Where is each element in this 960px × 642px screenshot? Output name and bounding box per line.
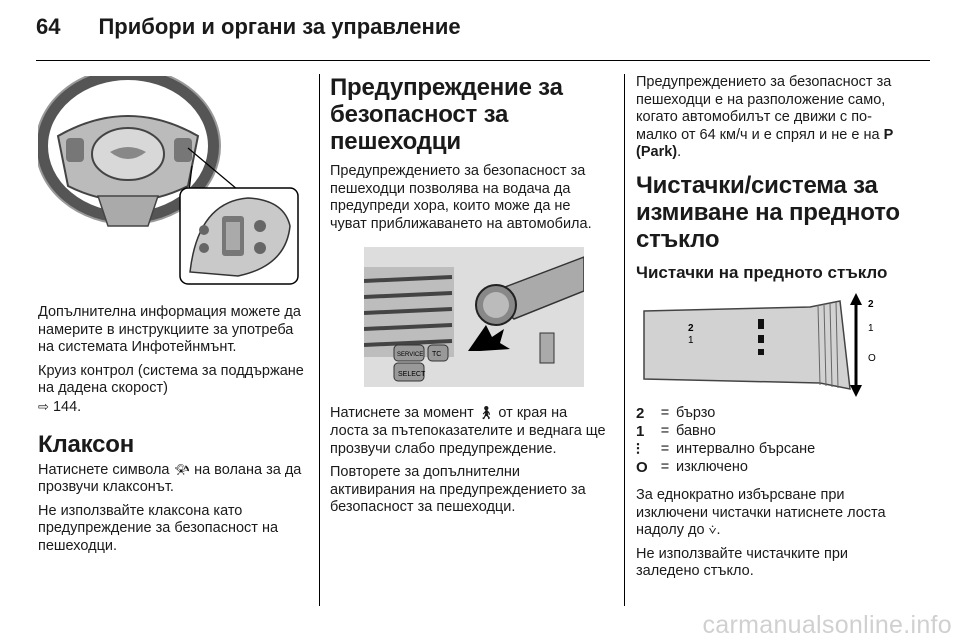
legend-text: интервално бърсане <box>676 441 816 458</box>
wiper-lever-illustration <box>640 293 890 397</box>
legend-symbol: 2 <box>636 405 645 423</box>
column-1 <box>38 74 308 562</box>
tc-label: TC <box>432 351 442 359</box>
column-3 <box>636 74 912 587</box>
wipers-heading: Чистачки/система за измиване на предното стъкло <box>636 171 900 253</box>
horn-heading: Клаксон <box>38 430 135 458</box>
horn-icon: 📯︎ <box>173 461 191 477</box>
horn-text-a: Натиснете символа <box>38 461 170 478</box>
period: . <box>677 144 682 161</box>
cruise-control-text: Круиз контрол (система за поддържане на дадена скорост) <box>38 362 304 397</box>
wiper-legend <box>636 405 912 477</box>
legend-eq: = <box>660 441 670 458</box>
legend-row <box>636 405 912 423</box>
column-divider-1 <box>319 74 320 606</box>
press-text-b: от края на лоста за пътепоказателите и веднага ще прозвучи слабо предупреждение. <box>330 405 606 457</box>
legend-eq: = <box>660 459 670 476</box>
lever-label-2: 2 <box>688 322 694 334</box>
legend-row <box>636 441 912 459</box>
scale-label-1: 1 <box>868 322 874 334</box>
legend-symbol: O <box>636 459 648 477</box>
period: . <box>716 522 721 539</box>
page-reference-icon: ⇨ <box>38 398 49 414</box>
col3-para3: Не използвайте чистачките при заледено стъкло. <box>636 545 849 580</box>
legend-text: бързо <box>676 405 716 422</box>
turn-signal-lever-illustration <box>364 247 584 387</box>
single-wipe-text: За еднократно избърсване при изключени чистачки натиснете лоста надолу до <box>636 486 886 539</box>
legend-row <box>636 423 912 441</box>
cruise-control-ref: 144. <box>52 398 82 415</box>
page-number: 64 <box>36 14 61 39</box>
pedestrian-heading: Предупреждение за безопасност за пешеходци <box>330 74 563 155</box>
col1-para3 <box>38 462 308 497</box>
wipers-subheading: Чистачки на предното стъкло <box>636 262 888 282</box>
col2-para3: Повторете за допълнителни активирания на предупреждението за безопасност за пешеходци. <box>330 464 586 516</box>
col2-para1: Предупреждението за безопасност за пешеходци позволява на водача да предупреди хора, които може да не чуват приближаването на автомобила. <box>330 163 592 232</box>
service-label: SERVICE <box>397 352 424 359</box>
col1-para2 <box>38 363 308 417</box>
col2-para2 <box>330 405 606 458</box>
legend-eq: = <box>660 423 670 440</box>
pedestrian-alert-icon: 🚶︎ <box>477 405 495 421</box>
turn-signal-lever-figure <box>364 247 640 387</box>
page-header <box>36 14 461 54</box>
col3-para2 <box>636 487 912 540</box>
legend-eq: = <box>660 405 670 422</box>
page-title: Прибори и органи за управление <box>98 14 461 39</box>
legend-text: изключено <box>676 459 748 476</box>
column-2 <box>330 74 606 523</box>
press-text-a: Натиснете за момент <box>330 405 474 422</box>
legend-text: бавно <box>676 423 716 440</box>
steering-wheel-illustration <box>38 76 304 288</box>
scale-label-off: O <box>868 352 876 364</box>
scale-label-2: 2 <box>868 298 874 310</box>
header-rule <box>36 60 930 61</box>
select-label: SELECT <box>398 371 426 379</box>
interval-wipe-icon: ⫶ <box>636 441 640 459</box>
wiper-lever-figure <box>640 293 916 397</box>
single-wipe-icon: ⩒ <box>708 522 717 538</box>
steering-wheel-figure <box>38 76 308 288</box>
col1-para1: Допълнителна информация можете да намерите в инструкциите за употреба на системата Инфотейнмънт. <box>38 304 301 356</box>
col1-para4: Не използвайте клаксона като предупреждение за безопасност на пешеходци. <box>38 502 279 554</box>
legend-symbol: 1 <box>636 423 645 441</box>
park-label: P (Park) <box>636 126 894 161</box>
col3-para1 <box>636 74 912 162</box>
legend-row <box>636 459 912 477</box>
lever-label-1: 1 <box>688 334 694 346</box>
horn-text-b: на волана за да прозвучи клаксонът. <box>38 461 302 496</box>
availability-text: Предупреждението за безопасност за пешеходци е на разположение само, когато автомобилът се движи с по-малко от 64 км/ч и е спрял и не е на <box>636 74 892 143</box>
watermark: carmanualsonline.info <box>702 611 952 639</box>
